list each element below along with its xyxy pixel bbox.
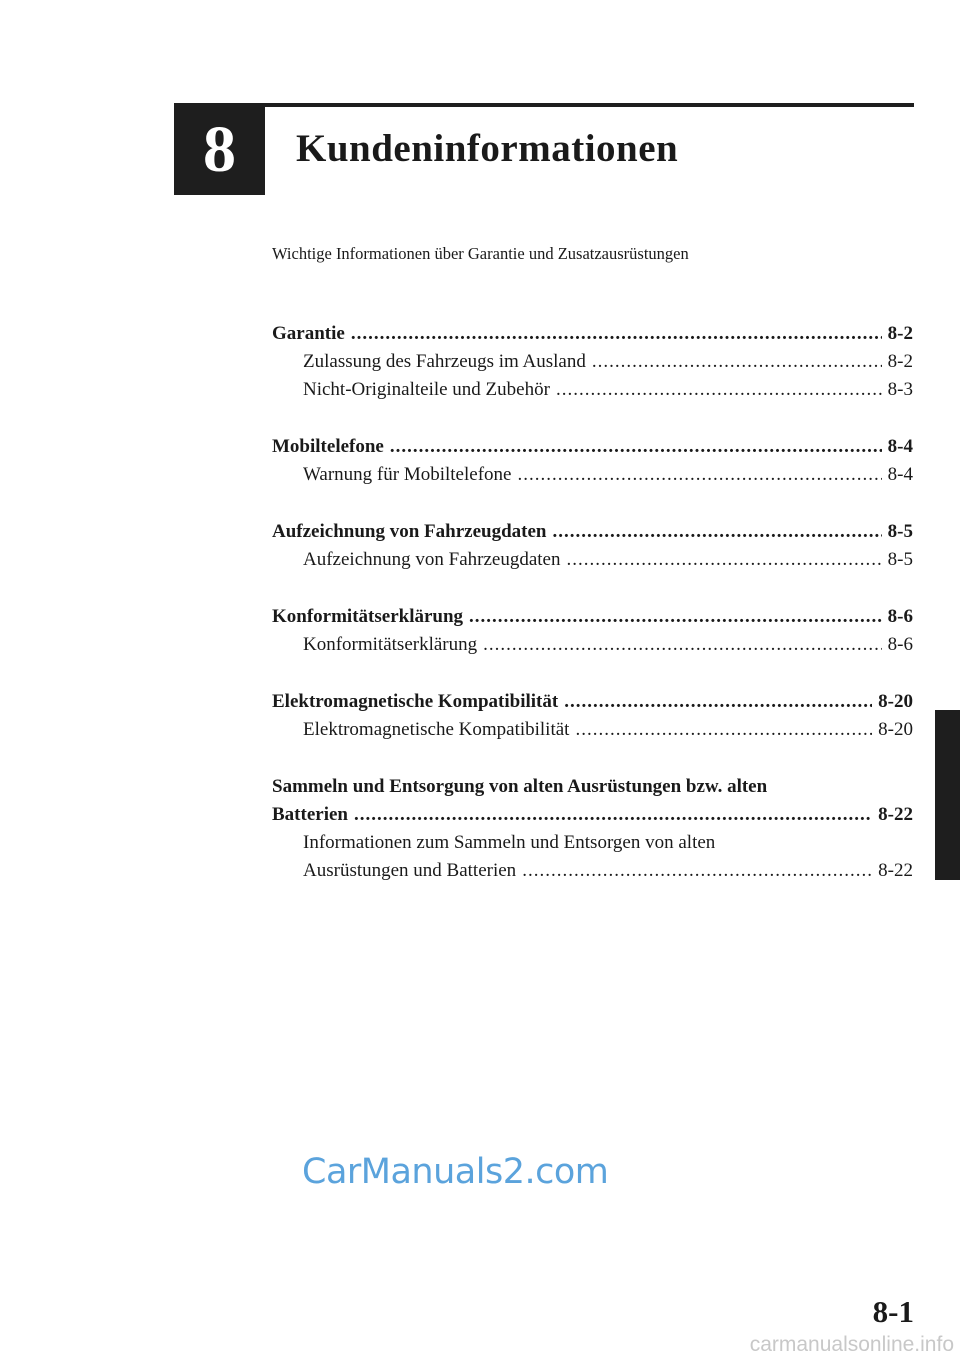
toc-subentry-title: Nicht-Originalteile und Zubehör [303, 379, 550, 400]
dot-leader [354, 801, 872, 829]
dot-leader [556, 376, 882, 404]
toc-subentry-title: Zulassung des Fahrzeugs im Ausland [303, 351, 586, 372]
footer-watermark: carmanualsonline.info [749, 1333, 954, 1356]
chapter-header-rule [174, 103, 914, 107]
toc-entry-title: Garantie [272, 323, 345, 344]
toc-entry-page: 8-5 [887, 521, 913, 542]
toc-entry-title: Elektromagnetische Kompatibilität [272, 691, 559, 712]
toc-entry-page: 8-20 [878, 691, 913, 712]
dot-leader [592, 348, 882, 376]
dot-leader [469, 603, 882, 631]
toc-subentry-konformitaet[interactable] [272, 631, 913, 659]
toc-section-aufzeichnung [272, 518, 913, 574]
toc-entry-mobiltelefone[interactable] [272, 433, 913, 461]
toc-entry-page: 8-6 [887, 606, 913, 627]
toc-subentry-aufzeichnung[interactable] [272, 546, 913, 574]
dot-leader [564, 688, 872, 716]
toc-subentry-page: 8-2 [887, 351, 913, 372]
chapter-subtitle: Wichtige Informationen über Garantie und Zusatzausrüstungen [272, 244, 689, 263]
toc-subentry-page: 8-20 [878, 719, 913, 740]
toc-subentry-page: 8-4 [887, 464, 913, 485]
toc-subentry-entsorgung[interactable] [272, 857, 913, 885]
toc-subentry-title: Aufzeichnung von Fahrzeugdaten [303, 549, 561, 570]
chapter-title: Kundeninformationen [296, 127, 679, 170]
chapter-number-badge [174, 104, 265, 195]
page-number: 8-1 [872, 1294, 914, 1329]
toc-entry-title: Batterien [272, 804, 348, 825]
toc-subentry-page: 8-6 [887, 634, 913, 655]
toc-entry-garantie[interactable] [272, 320, 913, 348]
dot-leader [351, 320, 882, 348]
toc-section-garantie [272, 320, 913, 404]
toc-subentry-entsorgung-line1[interactable]: Informationen zum Sammeln und Entsorgen von alten [303, 832, 716, 853]
toc-section-emv [272, 688, 913, 744]
toc-subentry-page: 8-22 [878, 860, 913, 881]
dot-leader [566, 546, 881, 574]
watermark-logo: CarManuals2.com [302, 1152, 609, 1192]
dot-leader [522, 857, 872, 885]
toc-entry-emv[interactable] [272, 688, 913, 716]
dot-leader [517, 461, 881, 489]
toc-subentry-title: Warnung für Mobiltelefone [303, 464, 512, 485]
toc-section-entsorgung [272, 773, 913, 885]
toc-subentry-nicht-originalteile[interactable] [272, 376, 913, 404]
toc-subentry-page: 8-5 [887, 549, 913, 570]
toc-subentry-page: 8-3 [887, 379, 913, 400]
toc-entry-page: 8-4 [887, 436, 913, 457]
dot-leader [390, 433, 882, 461]
toc-entry-title: Mobiltelefone [272, 436, 384, 457]
toc-subentry-title: Elektromagnetische Kompatibilität [303, 719, 570, 740]
toc-subentry-title: Konformitätserklärung [303, 634, 478, 655]
dot-leader [552, 518, 881, 546]
toc-entry-entsorgung-line1[interactable]: Sammeln und Entsorgung von alten Ausrüstungen bzw. alten [272, 776, 768, 797]
toc-section-mobiltelefone [272, 433, 913, 489]
toc-section-konformitaet [272, 603, 913, 659]
toc-entry-aufzeichnung[interactable] [272, 518, 913, 546]
dot-leader [575, 716, 872, 744]
toc-subentry-warnung[interactable] [272, 461, 913, 489]
toc-entry-title: Konformitätserklärung [272, 606, 464, 627]
toc-subentry-zulassung[interactable] [272, 348, 913, 376]
toc-entry-title: Aufzeichnung von Fahrzeugdaten [272, 521, 547, 542]
toc-entry-entsorgung[interactable] [272, 801, 913, 829]
toc-subentry-title: Ausrüstungen und Batterien [303, 860, 517, 881]
toc-entry-page: 8-2 [887, 323, 913, 344]
chapter-number: 8 [203, 112, 236, 186]
table-of-contents [272, 320, 913, 914]
toc-subentry-emv[interactable] [272, 716, 913, 744]
toc-entry-konformitaet[interactable] [272, 603, 913, 631]
chapter-side-tab [935, 710, 960, 880]
dot-leader [483, 631, 882, 659]
toc-entry-page: 8-22 [878, 804, 913, 825]
